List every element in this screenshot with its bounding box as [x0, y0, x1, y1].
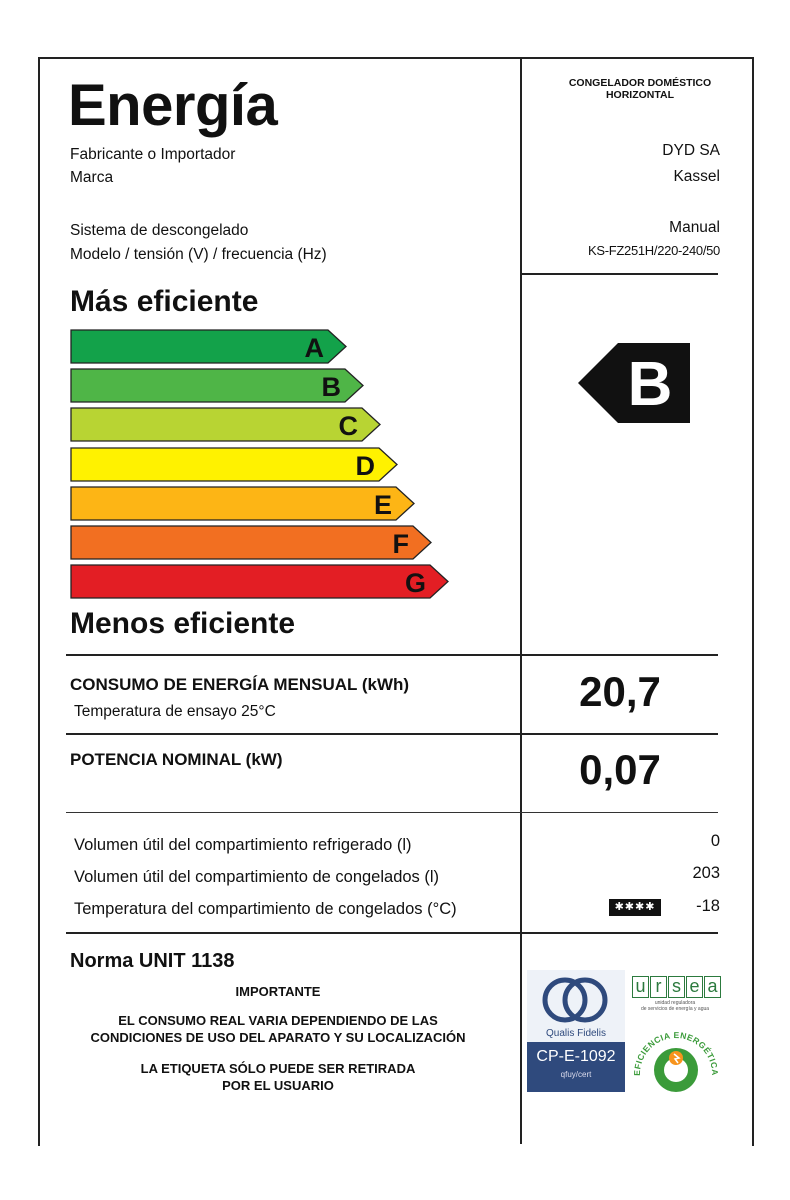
energy-efficiency-seal	[630, 1020, 722, 1107]
freezer-temp-label: Temperatura del compartimiento de congelados (°C)	[74, 900, 457, 918]
model-value: KS-FZ251H/220-240/50	[587, 243, 720, 258]
consumption-disclaimer: EL CONSUMO REAL VARIA DEPENDIENDO DE LAS CONDICIONES DE USO DEL APARATO Y SU LOCALIZACIÓN	[90, 1013, 466, 1045]
energy-class-shape	[71, 526, 431, 559]
energy-class-shape	[71, 565, 448, 598]
power-value: 0,07	[579, 746, 661, 793]
regulator-letter: u	[632, 976, 649, 998]
regulator-letter: r	[650, 976, 667, 998]
brand-value: Kassel	[673, 168, 720, 185]
divider	[520, 273, 718, 275]
norma-label: Norma UNIT 1138	[70, 950, 235, 972]
rating-arrow	[578, 343, 690, 428]
manufacturer-label: Fabricante o Importador	[70, 146, 236, 163]
energy-class-letter: G	[404, 568, 426, 599]
energy-class-letter: B	[321, 372, 341, 403]
energy-class-bar-c	[70, 407, 382, 440]
energy-class-bar-b	[70, 368, 365, 401]
energy-class-letter: C	[338, 411, 358, 442]
divider	[66, 812, 718, 813]
removal-notice: LA ETIQUETA SÓLO PUEDE SER RETIRADA POR EL USUARIO	[140, 1061, 416, 1093]
fridge-volume-value: 0	[710, 832, 720, 850]
most-efficient-label: Más eficiente	[70, 285, 259, 318]
column-divider	[520, 57, 522, 1144]
divider	[66, 654, 718, 656]
cert-badge	[527, 970, 625, 1092]
freezer-volume-label: Volumen útil del compartimiento de congelados (l)	[74, 868, 440, 886]
consumption-subtitle: Temperatura de ensayo 25°C	[74, 703, 276, 720]
model-label: Modelo / tensión (V) / frecuencia (Hz)	[70, 246, 327, 263]
energy-class-bar-a	[70, 329, 348, 362]
energy-class-bar-f	[70, 525, 433, 558]
energy-class-letter: A	[304, 333, 324, 363]
product-type: CONGELADOR DOMÉSTICO HORIZONTAL	[568, 77, 712, 101]
freezer-temp-value: -18	[696, 897, 720, 915]
least-efficient-label: Menos eficiente	[70, 607, 296, 640]
consumption-title: CONSUMO DE ENERGÍA MENSUAL (kWh)	[70, 675, 410, 694]
cert-code: CP-E-1092	[536, 1048, 616, 1065]
energy-class-bar-g	[70, 564, 450, 597]
brand-label: Marca	[70, 169, 114, 186]
defrost-label: Sistema de descongelado	[70, 222, 249, 239]
important-heading: IMPORTANTE	[235, 984, 321, 999]
rating-letter: B	[627, 350, 673, 419]
freezer-volume-value: 203	[692, 864, 720, 882]
divider	[66, 932, 718, 934]
power-title: POTENCIA NOMINAL (kW)	[70, 750, 283, 769]
fridge-volume-label: Volumen útil del compartimiento refrigerado (l)	[74, 836, 412, 854]
cert-url: qfuy/cert	[560, 1070, 592, 1079]
defrost-value: Manual	[669, 219, 720, 236]
regulator-letter: s	[668, 976, 685, 998]
manufacturer-value: DYD SA	[662, 142, 720, 159]
label-title: Energía	[68, 73, 278, 138]
consumption-value: 20,7	[579, 668, 661, 715]
energy-class-shape	[71, 487, 414, 520]
regulator-logo: u r s e a unidad reguladora de servicios de energía y agua	[632, 976, 721, 1012]
svg-text:EFICIENCIA ENERGÉTICA: EFICIENCIA ENERGÉTICA	[631, 1029, 721, 1076]
energy-class-letter: D	[355, 450, 375, 481]
energy-class-shape	[71, 408, 380, 441]
energy-class-letter: F	[392, 529, 409, 559]
cert-body-name: Qualis Fidelis	[545, 1028, 607, 1039]
star-rating-badge: ✱✱✱✱	[609, 899, 661, 916]
energy-class-shape	[71, 448, 397, 481]
cert-rings-icon	[527, 970, 625, 1032]
cert-logo-area	[527, 970, 625, 1042]
divider	[66, 733, 718, 735]
regulator-letter: e	[686, 976, 703, 998]
energy-class-letter: E	[373, 489, 392, 520]
energy-class-bar-d	[70, 447, 399, 480]
energy-class-shape	[71, 369, 363, 402]
regulator-letter: a	[704, 976, 721, 998]
energy-class-bar-e	[70, 486, 416, 519]
